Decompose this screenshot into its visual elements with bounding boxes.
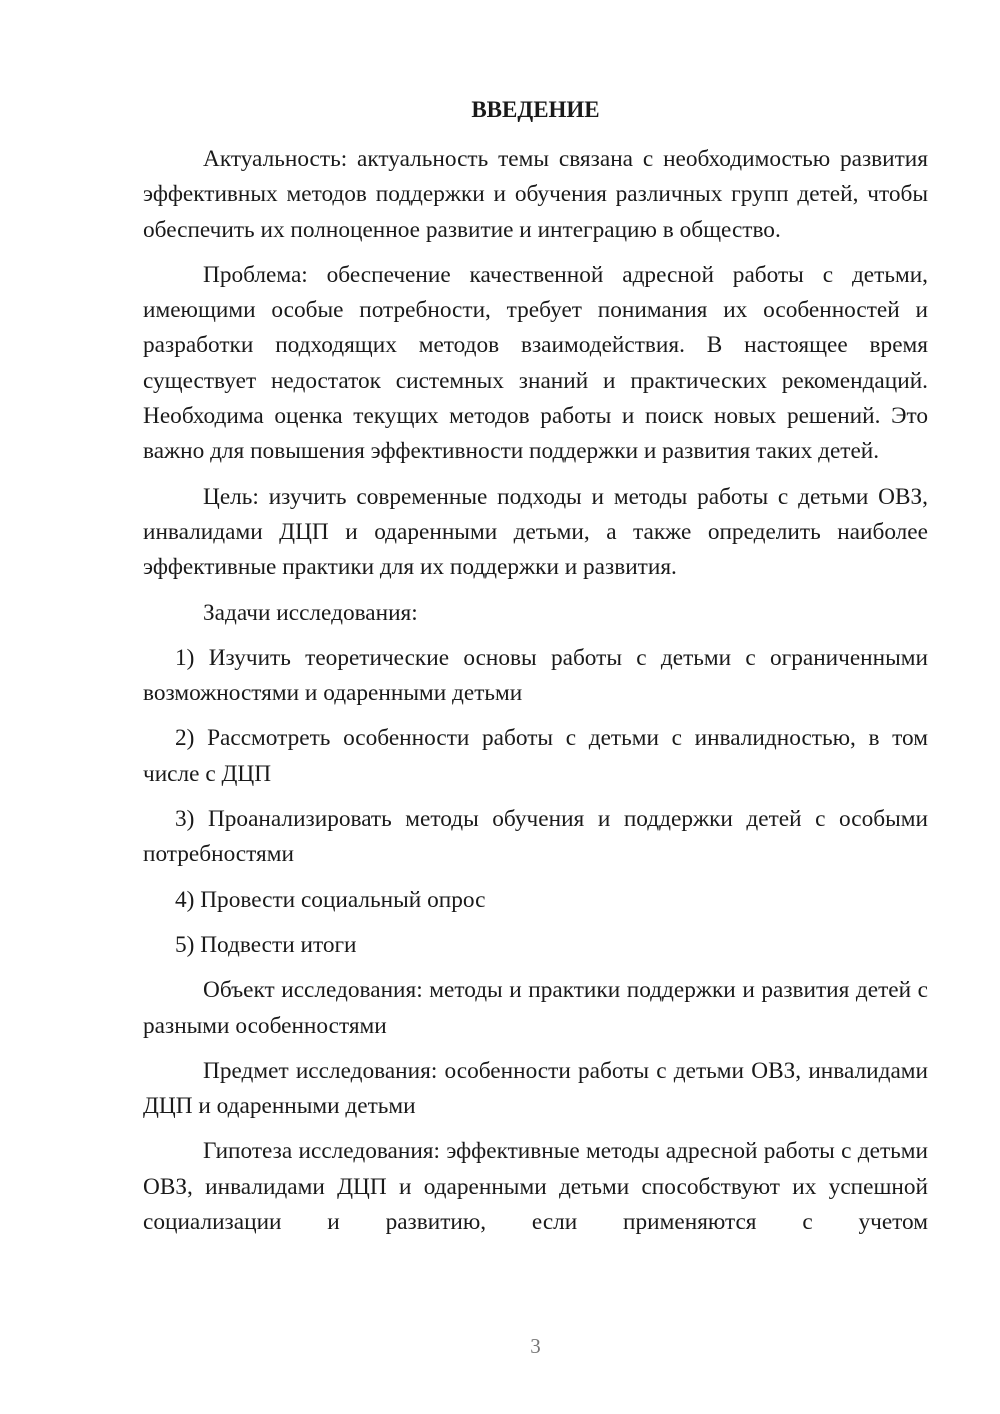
task-item-4: 4) Провести социальный опрос bbox=[175, 886, 486, 913]
goal-paragraph: Цель: изучить современные подходы и методы работы с детьми ОВЗ, инвалидами ДЦП и одаренными детьми, а также определить наиболее эффективные практики для их поддержки и развития. bbox=[143, 483, 928, 581]
hypothesis-paragraph: Гипотеза исследования: эффективные методы адресной работы с детьми ОВЗ, инвалидами ДЦП и одаренными детьми способствуют их успешной социализации и развитию, если применяются с учетом bbox=[143, 1138, 928, 1236]
subject-paragraph: Предмет исследования: особенности работы с детьми ОВЗ, инвалидами ДЦП и одаренными детьми bbox=[143, 1057, 928, 1120]
task-item-3: 3) Проанализировать методы обучения и поддержки детей с особыми потребностями bbox=[143, 806, 928, 868]
object-paragraph: Объект исследования: методы и практики поддержки и развития детей с разными особенностями bbox=[143, 977, 928, 1039]
task-item-5: 5) Подвести итоги bbox=[175, 931, 357, 958]
page-number: 3 bbox=[530, 1334, 541, 1358]
tasks-heading: Задачи исследования: bbox=[203, 599, 418, 626]
page-title: ВВЕДЕНИЕ bbox=[471, 97, 600, 122]
relevance-paragraph: Актуальность: актуальность темы связана с необходимостью развития эффективных методов поддержки и обучения различных групп детей, чтобы обеспечить их полноценное развитие и интеграцию в общество. bbox=[143, 146, 928, 243]
document-page bbox=[143, 96, 928, 1250]
task-item-1: 1) Изучить теоретические основы работы с детьми с ограниченными возможностями и одаренными детьми bbox=[143, 644, 928, 707]
problem-paragraph: Проблема: обеспечение качественной адресной работы с детьми, имеющими особые потребности, требует понимания их особенностей и разработки подходящих методов взаимодействия. В настоящее время существует недостаток системных знаний и практических рекомендаций. Необходима оценка текущих методов работы и поиск новых решений. Это важно для повышения эффективности поддержки и развития таких детей. bbox=[143, 261, 928, 465]
task-item-2: 2) Рассмотреть особенности работы с детьми с инвалидностью, в том числе с ДЦП bbox=[143, 725, 928, 787]
